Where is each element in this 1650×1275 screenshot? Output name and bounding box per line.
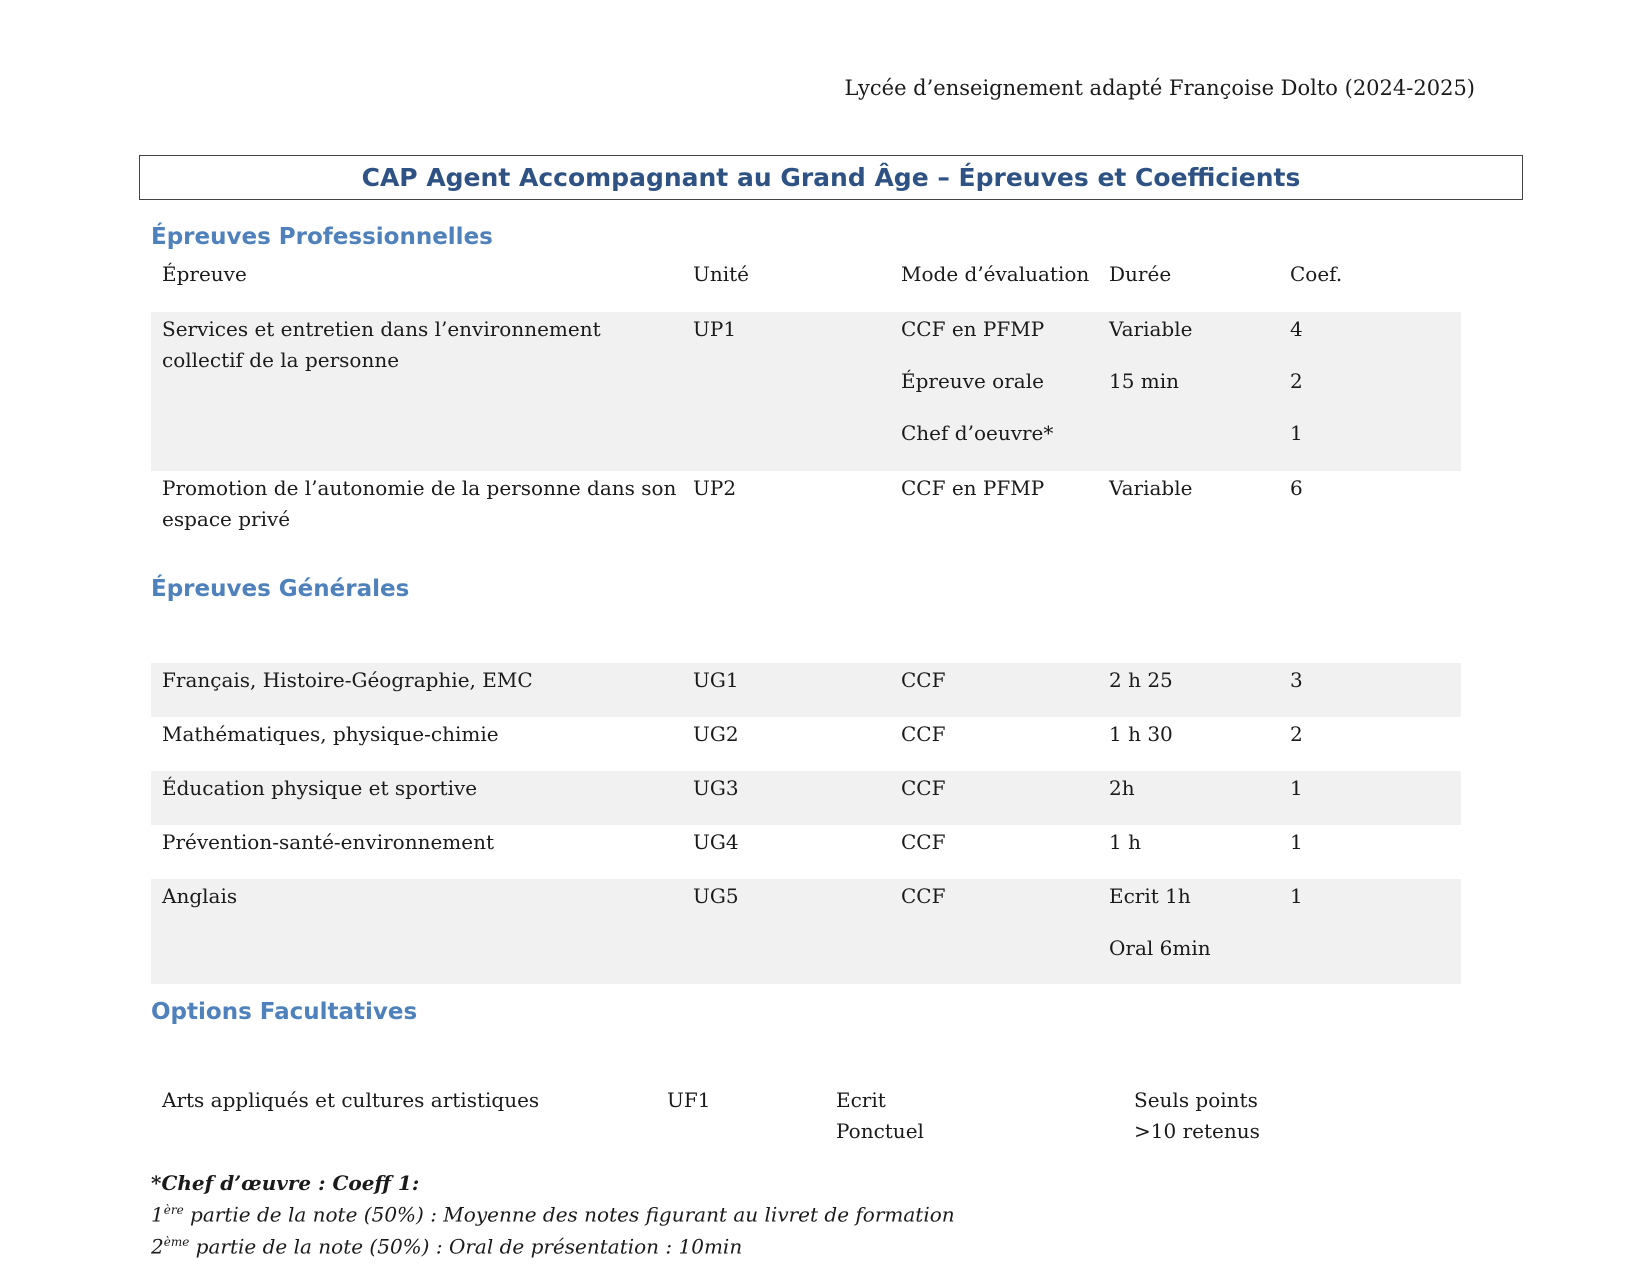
page-title: CAP Agent Accompagnant au Grand Âge – Épreuves et Coefficients bbox=[139, 155, 1523, 200]
duree-line: Oral 6min bbox=[1109, 936, 1211, 960]
cell-mode: CCF bbox=[901, 722, 946, 746]
table-row bbox=[151, 879, 1461, 984]
cell-epreuve: Français, Histoire-Géographie, EMC bbox=[162, 668, 533, 692]
cell-duree: 1 h 30 bbox=[1109, 722, 1173, 746]
duree-line: Ecrit 1h bbox=[1109, 884, 1191, 908]
cell-unite: UG4 bbox=[693, 830, 739, 854]
school-header: Lycée d’enseignement adapté Françoise Dolto (2024-2025) bbox=[844, 76, 1475, 100]
cell-unite: UG5 bbox=[693, 884, 739, 908]
note-sup: ère bbox=[163, 1203, 184, 1217]
table-row bbox=[151, 825, 1461, 879]
table-header-row bbox=[151, 259, 1461, 312]
option-coef bbox=[1134, 1085, 1260, 1147]
col-header-unite: Unité bbox=[693, 262, 750, 286]
section-title-generales: Épreuves Générales bbox=[151, 576, 410, 602]
cell-unite: UG3 bbox=[693, 776, 739, 800]
cell-unite: UP2 bbox=[693, 476, 737, 500]
cell-mode: CCF en PFMP bbox=[901, 476, 1045, 500]
cell-unite: UG2 bbox=[693, 722, 739, 746]
table-row bbox=[151, 771, 1461, 825]
table-row bbox=[151, 471, 1461, 543]
cell-mode: CCF bbox=[901, 668, 946, 692]
coef-line: 2 bbox=[1290, 369, 1303, 393]
option-coef-line: Seuls points bbox=[1134, 1088, 1258, 1112]
option-mode bbox=[836, 1085, 924, 1147]
note-line-1 bbox=[151, 1197, 955, 1229]
cell-epreuve: Éducation physique et sportive bbox=[162, 776, 478, 800]
duree-line: Variable bbox=[1109, 317, 1193, 341]
table-row bbox=[151, 663, 1461, 717]
option-mode-line: Ecrit bbox=[836, 1088, 886, 1112]
cell-epreuve: Prévention-santé-environnement bbox=[162, 830, 495, 854]
cell-epreuve: Mathématiques, physique-chimie bbox=[162, 722, 499, 746]
cell-coef: 1 bbox=[1290, 830, 1303, 854]
col-header-mode: Mode d’évaluation bbox=[901, 262, 1090, 286]
footnotes bbox=[151, 1170, 955, 1260]
cell-duree: 1 h bbox=[1109, 830, 1141, 854]
note-sup: ème bbox=[163, 1234, 190, 1249]
option-coef-line: >10 retenus bbox=[1134, 1119, 1260, 1143]
note-heading: *Chef d’œuvre : Coeff 1: bbox=[151, 1171, 420, 1195]
cell-duree: Variable bbox=[1109, 476, 1193, 500]
note-num: 2 bbox=[151, 1234, 164, 1259]
cell-coef bbox=[1279, 314, 1461, 471]
cell-duree bbox=[1098, 314, 1279, 471]
note-num: 1 bbox=[151, 1202, 164, 1227]
note-text: partie de la note (50%) : Moyenne des notes figurant au livret de formation bbox=[183, 1202, 955, 1227]
table-row bbox=[151, 717, 1461, 771]
cell-epreuve: Promotion de l’autonomie de la personne dans son espace privé bbox=[162, 476, 677, 531]
cell-mode: CCF bbox=[901, 830, 946, 854]
cell-coef: 6 bbox=[1290, 476, 1303, 500]
section-title-options: Options Facultatives bbox=[151, 999, 418, 1025]
mode-line: CCF en PFMP bbox=[901, 317, 1045, 341]
col-header-coef: Coef. bbox=[1290, 262, 1343, 286]
cell-mode: CCF bbox=[901, 884, 946, 908]
cell-unite: UP1 bbox=[693, 317, 737, 341]
cell-duree: 2 h 25 bbox=[1109, 668, 1173, 692]
option-unite: UF1 bbox=[667, 1088, 711, 1112]
option-epreuve: Arts appliqués et cultures artistiques bbox=[162, 1088, 540, 1112]
table-generales bbox=[151, 663, 1461, 984]
cell-unite: UG1 bbox=[693, 668, 739, 692]
cell-epreuve: Services et entretien dans l’environnement collectif de la personne bbox=[162, 317, 601, 372]
cell-epreuve: Anglais bbox=[162, 884, 238, 908]
mode-line: Épreuve orale bbox=[901, 369, 1044, 393]
table-row bbox=[151, 312, 1461, 471]
cell-coef: 1 bbox=[1290, 776, 1303, 800]
col-header-epreuve: Épreuve bbox=[162, 262, 247, 286]
cell-duree bbox=[1098, 881, 1279, 984]
option-mode-line: Ponctuel bbox=[836, 1119, 924, 1143]
coef-line: 1 bbox=[1290, 421, 1303, 445]
cell-mode bbox=[890, 314, 1098, 471]
cell-duree: 2h bbox=[1109, 776, 1135, 800]
mode-line: Chef d’oeuvre* bbox=[901, 421, 1054, 445]
cell-coef: 1 bbox=[1290, 884, 1303, 908]
note-text: partie de la note (50%) : Oral de présentation : 10min bbox=[189, 1234, 743, 1259]
table-professionnelles bbox=[151, 259, 1461, 543]
cell-coef: 2 bbox=[1290, 722, 1303, 746]
col-header-duree: Durée bbox=[1109, 262, 1172, 286]
cell-coef: 3 bbox=[1290, 668, 1303, 692]
duree-line: 15 min bbox=[1109, 369, 1180, 393]
note-line-2 bbox=[151, 1229, 955, 1261]
cell-mode: CCF bbox=[901, 776, 946, 800]
section-title-professionnelles: Épreuves Professionnelles bbox=[151, 224, 493, 250]
coef-line: 4 bbox=[1290, 317, 1303, 341]
